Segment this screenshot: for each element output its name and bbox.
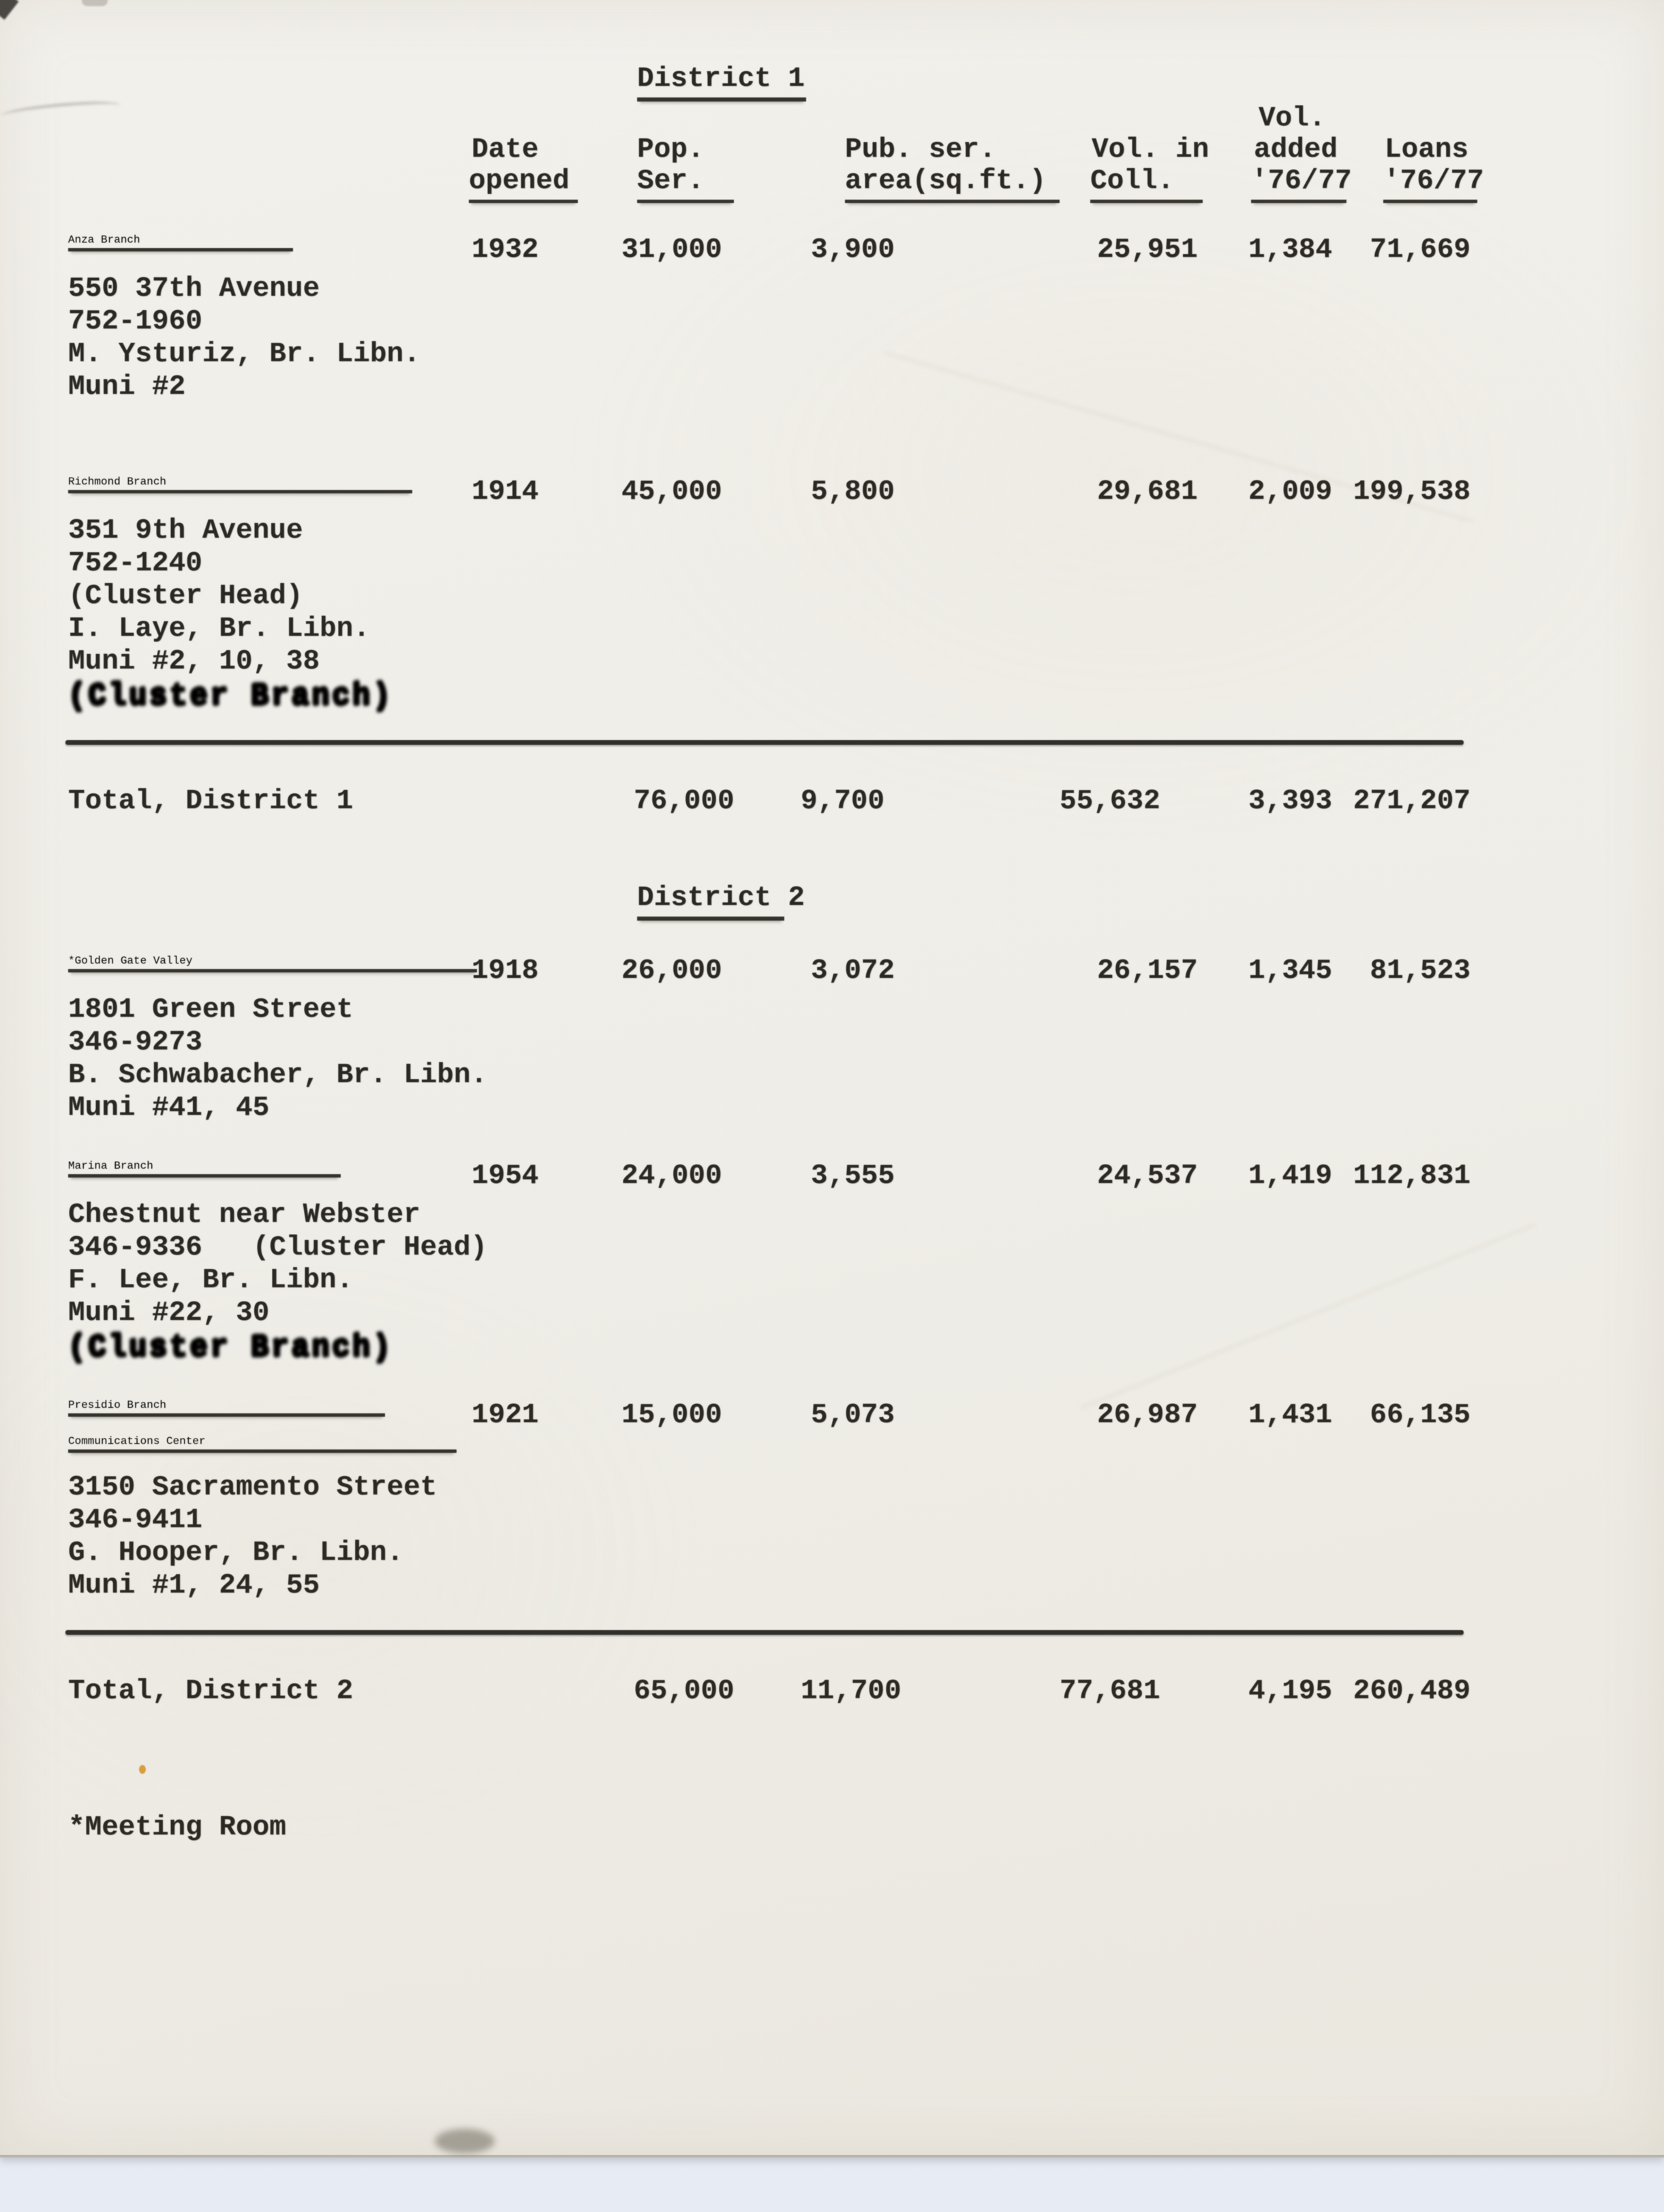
total-vol-coll: 77,681 [1060,1676,1160,1707]
cell-pop-served: 24,000 [621,1161,722,1192]
header-added-l2: '76/77 [1251,165,1346,203]
branch-name-line-2: Communications Center [68,1435,457,1471]
cell-pub-area: 3,900 [811,234,895,266]
cell-vol-added: 1,431 [1248,1400,1333,1431]
cell-date-opened: 1932 [472,234,539,266]
cell-vol-added: 2,009 [1248,476,1333,508]
district-1-title-text: District 1 [637,63,806,102]
cell-date-opened: 1921 [472,1400,539,1431]
branch-phone: 346-9411 [68,1505,202,1536]
cell-date-opened: 1918 [472,955,539,987]
branch-muni: Muni #22, 30 [68,1297,270,1329]
branch-librarian: B. Schwabacher, Br. Libn. [68,1060,488,1091]
branch-librarian: F. Lee, Br. Libn. [68,1265,354,1296]
branch-muni: Muni #2, 10, 38 [68,646,320,677]
total-loans: 260,489 [1353,1676,1470,1707]
cell-vol-coll: 29,681 [1097,476,1198,508]
total-label: Total, District 1 [68,786,354,817]
district-2-title-text: District 2 [637,882,784,921]
total-vol-coll: 55,632 [1060,786,1160,817]
branch-address: 351 9th Avenue [68,515,303,547]
cell-date-opened: 1954 [472,1161,539,1192]
branch-address: 1801 Green Street [68,994,354,1026]
cell-pub-area: 3,555 [811,1161,895,1192]
branch-muni: Muni #41, 45 [68,1092,270,1124]
branch-phone: 346-9273 [68,1027,202,1058]
cell-vol-coll: 25,951 [1097,234,1198,266]
branch-block-golden-gate-valley [68,955,1470,1124]
branch-librarian: I. Laye, Br. Libn. [68,613,370,645]
cell-vol-added: 1,384 [1248,234,1333,266]
cell-vol-coll: 26,157 [1097,955,1198,987]
ink-blob [435,2129,495,2153]
horizontal-rule-district-2 [65,1630,1464,1635]
branch-name: Richmond Branch [68,476,412,514]
branch-block-richmond [68,476,1470,714]
total-loans: 271,207 [1353,786,1470,817]
branch-phone: 752-1240 [68,548,202,579]
branch-muni: Muni #2 [68,371,186,403]
branch-name: Marina Branch [68,1160,487,1199]
cell-vol-coll: 24,537 [1097,1161,1198,1192]
footnote-meeting-room: *Meeting Room [68,1812,286,1843]
header-loans-l2: '76/77 [1383,165,1477,203]
cell-pop-served: 31,000 [621,234,722,266]
branch-cluster-head: (Cluster Head) [68,581,303,612]
total-vol-added: 3,393 [1248,786,1333,817]
header-added-l1: added [1254,134,1338,166]
total-pub-area: 11,700 [801,1676,902,1707]
cell-loans: 112,831 [1353,1161,1470,1192]
branch-name: *Golden Gate Valley [68,955,487,994]
cell-vol-added: 1,345 [1248,955,1333,987]
total-label: Total, District 2 [68,1676,354,1707]
branch-librarian: M. Ysturiz, Br. Libn. [68,339,420,370]
branch-block-presidio [68,1399,1470,1602]
cell-pub-area: 5,800 [811,476,895,508]
cell-pop-served: 26,000 [621,955,722,987]
branch-block-anza [68,234,1470,403]
header-pop-l1: Pop. [637,134,705,166]
total-pub-area: 9,700 [801,786,885,817]
header-coll-l1: Vol. in [1092,134,1210,166]
total-vol-added: 4,195 [1248,1676,1333,1707]
branch-name: Anza Branch [68,234,420,273]
branch-librarian: G. Hooper, Br. Libn. [68,1537,404,1569]
branch-address: 550 37th Avenue [68,273,320,305]
total-pop-served: 65,000 [634,1676,735,1707]
cell-loans: 81,523 [1370,955,1470,987]
cell-vol-coll: 26,987 [1097,1400,1198,1431]
cell-pop-served: 15,000 [621,1400,722,1431]
header-coll-l2: Coll. [1090,165,1203,203]
header-date-l2: opened [469,165,578,203]
orange-speck [139,1765,146,1774]
paper-edge-notch [82,0,108,6]
branch-address: 3150 Sacramento Street [68,1472,437,1503]
header-date-l1: Date [472,134,539,166]
cell-date-opened: 1914 [472,476,539,508]
cell-vol-added: 1,419 [1248,1161,1333,1192]
header-area-l1: Pub. ser. [845,134,996,166]
cell-pub-area: 3,072 [811,955,895,987]
branch-address: Chestnut near Webster [68,1199,420,1231]
cell-pop-served: 45,000 [621,476,722,508]
cell-pub-area: 5,073 [811,1400,895,1431]
branch-name: Presidio Branch [68,1399,457,1435]
horizontal-rule-district-1 [65,740,1464,745]
district-2-title [637,882,805,921]
header-pop-l2: Ser. [637,165,734,203]
district-1-title [637,63,806,102]
header-loans-l1: Loans [1385,134,1469,166]
branch-phone: 346-9336 (Cluster Head) [68,1232,488,1263]
total-pop-served: 76,000 [634,786,735,817]
struck-out-note: (Cluster Branch) [68,678,393,714]
header-vol-prefix: Vol. [1259,103,1326,134]
header-area-l2: area(sq.ft.) [845,165,1060,203]
branch-block-marina [68,1160,1470,1366]
cell-loans: 66,135 [1370,1400,1470,1431]
cell-loans: 199,538 [1353,476,1470,508]
branch-phone: 752-1960 [68,306,202,337]
cell-loans: 71,669 [1370,234,1470,266]
branch-muni: Muni #1, 24, 55 [68,1570,320,1601]
struck-out-note: (Cluster Branch) [68,1330,393,1366]
